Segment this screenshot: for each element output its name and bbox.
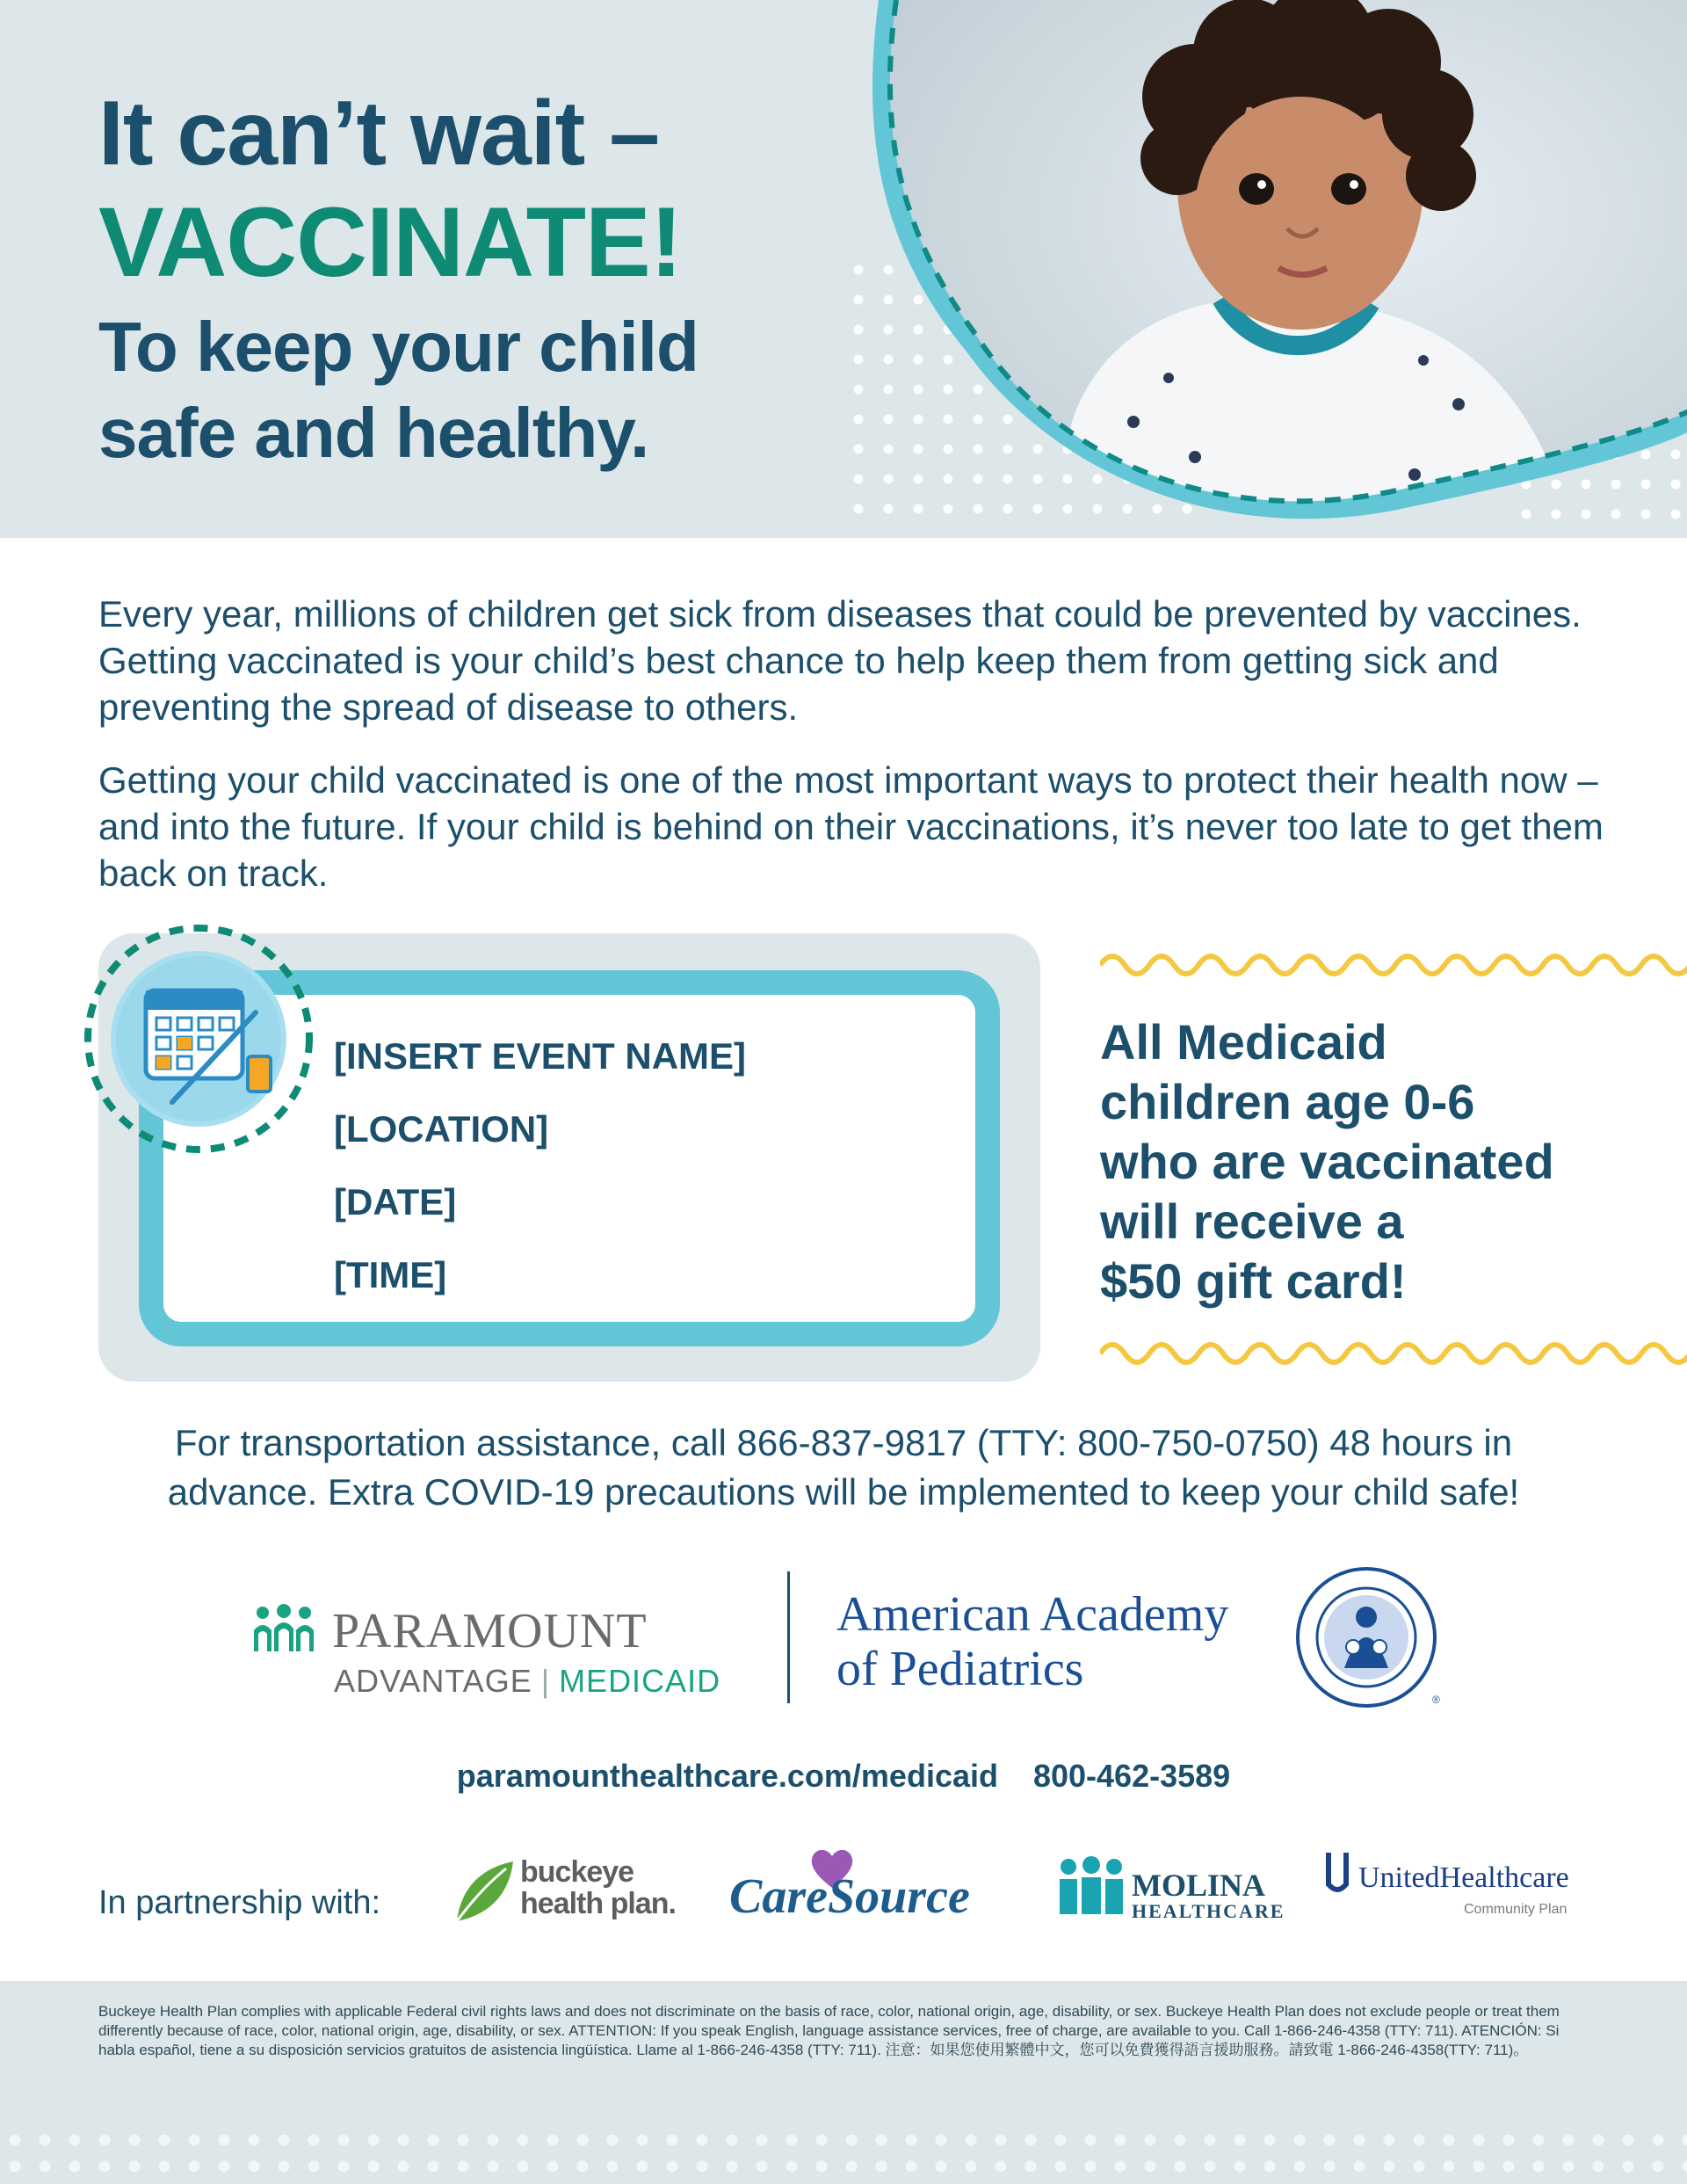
event-details bbox=[334, 1028, 746, 1320]
contact-info bbox=[0, 1758, 1687, 1795]
website-link[interactable]: paramounthealthcare.com/medicaid bbox=[456, 1758, 998, 1794]
uhc-shield-icon bbox=[1325, 1849, 1350, 1898]
headline-line-3b: safe and healthy. bbox=[98, 394, 649, 472]
molina-name: MOLINA bbox=[1132, 1868, 1265, 1903]
event-time: [TIME] bbox=[334, 1254, 447, 1295]
calendar-syringe-icon bbox=[76, 916, 322, 1162]
gift-line-3: who are vaccinated bbox=[1100, 1134, 1554, 1189]
hero-banner bbox=[0, 0, 1687, 538]
molina-logo-text bbox=[1132, 1868, 1285, 1925]
transport-line-1: For transportation assistance, call 866-837-9817 (TTY: 800-750-0750) 48 hours in bbox=[174, 1422, 1513, 1463]
gift-line-2: children age 0-6 bbox=[1100, 1074, 1475, 1129]
event-date: [DATE] bbox=[334, 1181, 457, 1223]
headline bbox=[98, 81, 699, 476]
event-name: [INSERT EVENT NAME] bbox=[334, 1035, 747, 1077]
gift-line-1: All Medicaid bbox=[1100, 1014, 1387, 1070]
aap-seal-icon bbox=[1292, 1563, 1441, 1712]
intro-text bbox=[98, 591, 1610, 923]
wave-divider-bottom bbox=[1100, 1336, 1687, 1371]
paramount-logo-name: PARAMOUNT bbox=[332, 1604, 648, 1658]
logo-separator: | bbox=[540, 1663, 551, 1699]
paramount-logo-sub bbox=[334, 1663, 720, 1700]
aap-logo-text bbox=[836, 1587, 1228, 1696]
medicaid-label: MEDICAID bbox=[559, 1663, 721, 1699]
logo-divider bbox=[787, 1571, 790, 1703]
gift-card-offer bbox=[1100, 1012, 1662, 1311]
buckeye-leaf-icon bbox=[452, 1856, 517, 1926]
intro-paragraph-2: Getting your child vaccinated is one of the most important ways to protect their health now – and into the future. If your child is behind on their vaccinations, it’s never too late to get them back on track. bbox=[98, 759, 1604, 894]
phone-number[interactable]: 800-462-3589 bbox=[1032, 1758, 1231, 1794]
legal-disclaimer: Buckeye Health Plan complies with applicable Federal civil rights laws and does not discriminate on the basis of race, color, national origin, age, disability, or sex. Buckeye Health Plan does not exclude people or treat them differently because of race, color, national origin, age, disability, or sex. ATTENTION: If you speak English, language assistance services, free of charge, are available to you. Call 1-866-246-4358 (TTY: 711). ATENCIÓN: Si habla español, tiene a su disposición servicios gratuitos de asistencia lingüística. Llame al 1-866-246-4358 (TTY: 711). 注意：如果您使用繁體中文，您可以免費獲得語言援助服務。請致電 1-866-246-4358(TTY: 711)。 bbox=[98, 2003, 1560, 2058]
headline-line-1: It can’t wait – bbox=[98, 83, 660, 185]
child-photo bbox=[844, 0, 1687, 538]
intro-paragraph-1: Every year, millions of children get sick from diseases that could be prevented by vaccines. Getting vaccinated is your child’s best chance to help keep them from getting sick and preventing the spread of disease to others. bbox=[98, 593, 1582, 728]
transport-line-2: advance. Extra COVID-19 precautions will be implemented to keep your child safe! bbox=[167, 1471, 1520, 1513]
gift-line-4: will receive a bbox=[1100, 1194, 1404, 1249]
headline-line-3a: To keep your child bbox=[98, 308, 699, 386]
molina-people-icon bbox=[1056, 1856, 1126, 1918]
buckeye-line-1: buckeye bbox=[520, 1855, 634, 1889]
partnership-label: In partnership with: bbox=[98, 1884, 381, 1921]
caresource-logo-text: CareSource bbox=[729, 1869, 970, 1924]
wave-divider-top bbox=[1100, 947, 1687, 983]
uhc-logo-sub: Community Plan bbox=[1464, 1902, 1568, 1917]
paramount-people-icon bbox=[250, 1604, 317, 1653]
advantage-label: ADVANTAGE bbox=[334, 1663, 532, 1699]
transportation-note bbox=[53, 1419, 1634, 1517]
svg-text:®: ® bbox=[1432, 1694, 1440, 1706]
footer-dot-pattern bbox=[0, 2127, 1687, 2184]
aap-line-2: of Pediatrics bbox=[836, 1642, 1084, 1696]
molina-sub: HEALTHCARE bbox=[1132, 1900, 1285, 1922]
gift-line-5: $50 gift card! bbox=[1100, 1253, 1407, 1309]
aap-line-1: American Academy bbox=[836, 1587, 1229, 1642]
buckeye-logo-text bbox=[520, 1856, 676, 1919]
uhc-logo-text: UnitedHealthcare bbox=[1358, 1861, 1569, 1894]
headline-vaccinate: VACCINATE! bbox=[98, 187, 683, 297]
event-location: [LOCATION] bbox=[334, 1108, 549, 1150]
buckeye-line-2: health plan. bbox=[520, 1887, 676, 1920]
